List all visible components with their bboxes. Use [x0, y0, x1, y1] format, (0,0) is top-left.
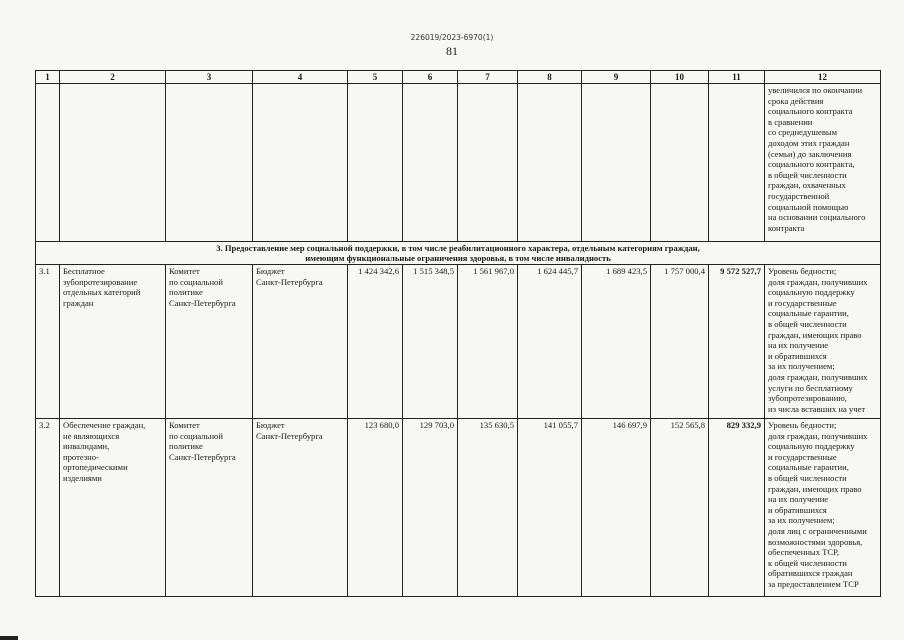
header-col-10: 10	[651, 71, 709, 84]
amount-cell: 1 624 445,7	[518, 265, 582, 419]
amount-cell: 123 680,0	[348, 419, 403, 597]
amount-cell: 152 565,8	[651, 419, 709, 597]
header-col-11: 11	[709, 71, 765, 84]
amount-cell: 1 757 000,4	[651, 265, 709, 419]
amount-cell: 1 515 348,5	[403, 265, 458, 419]
table-cell	[253, 84, 348, 242]
measure-name: Обеспечение граждан, не являющихся инвалидами, протезно- ортопедическими изделиями	[60, 419, 166, 597]
header-col-9: 9	[582, 71, 651, 84]
indicator-cell: Уровень бедности; доля граждан, получивших социальную поддержку и государственные социальные гарантии, в общей численности граждан, имеющих право на их получение и обратившихся за их получением; доля лиц с ограниченными возможностями здоровья, обеспеченных ТСР, к общей численности обратившихся граждан за предоставлением ТСР	[765, 419, 881, 597]
total-amount-cell: 829 332,9	[709, 419, 765, 597]
section-title: 3. Предоставление мер социальной поддержки, в том числе реабилитационного характера, отдельным категориям граждан, имеющим функциональные ограничения здоровья, в том числе инвалидность	[36, 242, 881, 265]
measure-name: Бесплатное зубопротезирование отдельных категорий граждан	[60, 265, 166, 419]
table-cell	[403, 84, 458, 242]
indicator-cell: увеличился по окончании срока действия социального контракта в сравнении со среднедушевым доходом этих граждан (семьи) до заключения социального контракта, в общей численности граждан, охваченных государственной социальной помощью на основании социального контракта	[765, 84, 881, 242]
table-row-continuation	[36, 84, 881, 242]
amount-cell: 129 703,0	[403, 419, 458, 597]
header-col-3: 3	[166, 71, 253, 84]
document-id: 226019/2023-6970(1)	[410, 33, 494, 42]
amount-cell: 1 689 423,5	[582, 265, 651, 419]
page-number: 81	[446, 44, 458, 58]
header-col-12: 12	[765, 71, 881, 84]
header-col-2: 2	[60, 71, 166, 84]
header-col-7: 7	[458, 71, 518, 84]
row-number: 3.2	[36, 419, 60, 597]
measures-table	[35, 70, 881, 597]
indicator-cell: Уровень бедности; доля граждан, получивших социальную поддержку и государственные социальные гарантии, в общей численности граждан, имеющих право на их получение и обратившихся за их получением; доля граждан, получивших услуги по бесплатному зубопротезированию, из числа вставших на учет	[765, 265, 881, 419]
header-row	[36, 71, 881, 84]
header-col-6: 6	[403, 71, 458, 84]
amount-cell: 146 697,9	[582, 419, 651, 597]
funding-source: Бюджет Санкт-Петербурга	[253, 419, 348, 597]
amount-cell: 141 055,7	[518, 419, 582, 597]
scan-edge-mark	[0, 636, 18, 640]
header-col-1: 1	[36, 71, 60, 84]
header-col-4: 4	[253, 71, 348, 84]
header-col-8: 8	[518, 71, 582, 84]
table-row	[36, 265, 881, 419]
amount-cell: 1 561 967,0	[458, 265, 518, 419]
table-cell	[518, 84, 582, 242]
table-cell	[166, 84, 253, 242]
header-col-5: 5	[348, 71, 403, 84]
table-cell	[458, 84, 518, 242]
amount-cell: 1 424 342,6	[348, 265, 403, 419]
table-cell	[651, 84, 709, 242]
amount-cell: 135 630,5	[458, 419, 518, 597]
total-amount-cell: 9 572 527,7	[709, 265, 765, 419]
table-cell	[709, 84, 765, 242]
funding-source: Бюджет Санкт-Петербурга	[253, 265, 348, 419]
table-cell	[348, 84, 403, 242]
table-cell	[60, 84, 166, 242]
table-cell	[36, 84, 60, 242]
executor: Комитет по социальной политике Санкт-Петербурга	[166, 419, 253, 597]
table-row	[36, 419, 881, 597]
table-cell	[582, 84, 651, 242]
executor: Комитет по социальной политике Санкт-Петербурга	[166, 265, 253, 419]
section-row	[36, 242, 881, 265]
row-number: 3.1	[36, 265, 60, 419]
